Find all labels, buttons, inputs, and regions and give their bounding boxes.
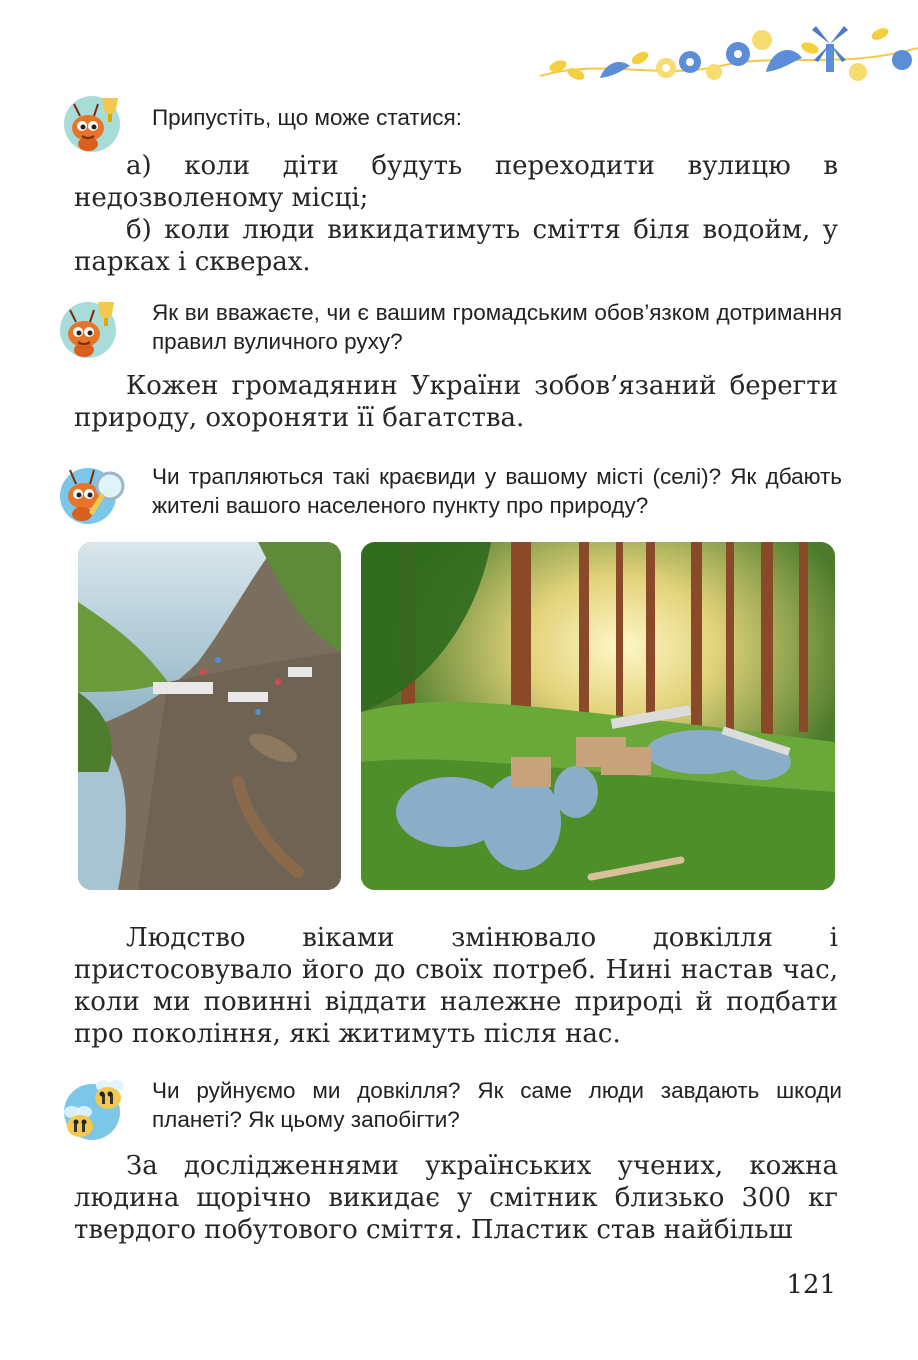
- ant-trophy-icon: [62, 94, 128, 154]
- task-4-prompt: Чи руйнуємо ми довкілля? Як саме люди завдають шкоди планеті? Як цьому запобігти?: [152, 1078, 842, 1132]
- bees-icon: [58, 1072, 132, 1142]
- ant-magnifier-icon: [58, 460, 132, 530]
- paragraph-waste-research: За дослідженнями українських учених, кожна людина щорічно викидає у смітник близько 300 кг твердого побутового сміття. Пластик став найбільш: [74, 1151, 838, 1245]
- task-1-item-a: а) коли діти будуть переходити вулицю в недозволеному місці;: [74, 151, 838, 213]
- paragraph-citizen-duty: Кожен громадянин України зобов’язаний берегти природу, охороняти її багатства.: [74, 371, 838, 433]
- task-1-item-b: б) коли люди викидатимуть сміття біля водойм, у парках і скверах.: [74, 215, 838, 277]
- polluted-shore-photo: [78, 542, 341, 890]
- page-number: 121: [786, 1270, 836, 1300]
- paragraph-humanity-environment: Людство віками змінювало довкілля і пристосовувало його до своїх потреб. Нині настав час, коли ми повинні віддати належне природі й подбати про покоління, які житимуть після нас.: [74, 923, 838, 1049]
- ant-trophy-icon: [58, 298, 124, 360]
- task-1-items: [74, 150, 838, 278]
- task-1-prompt: Припустіть, що може статися:: [152, 105, 462, 130]
- floral-ornament-icon: [540, 18, 918, 90]
- task-3-prompt: Чи трапляються такі краєвиди у вашому місті (селі)? Як дбають жителі вашого населеного пункту про природу?: [152, 464, 842, 518]
- task-2-prompt: Як ви вважаєте, чи є вашим громадським обов’язком дотримання правил вуличного руху?: [152, 300, 842, 354]
- forest-garbage-photo: [361, 542, 835, 890]
